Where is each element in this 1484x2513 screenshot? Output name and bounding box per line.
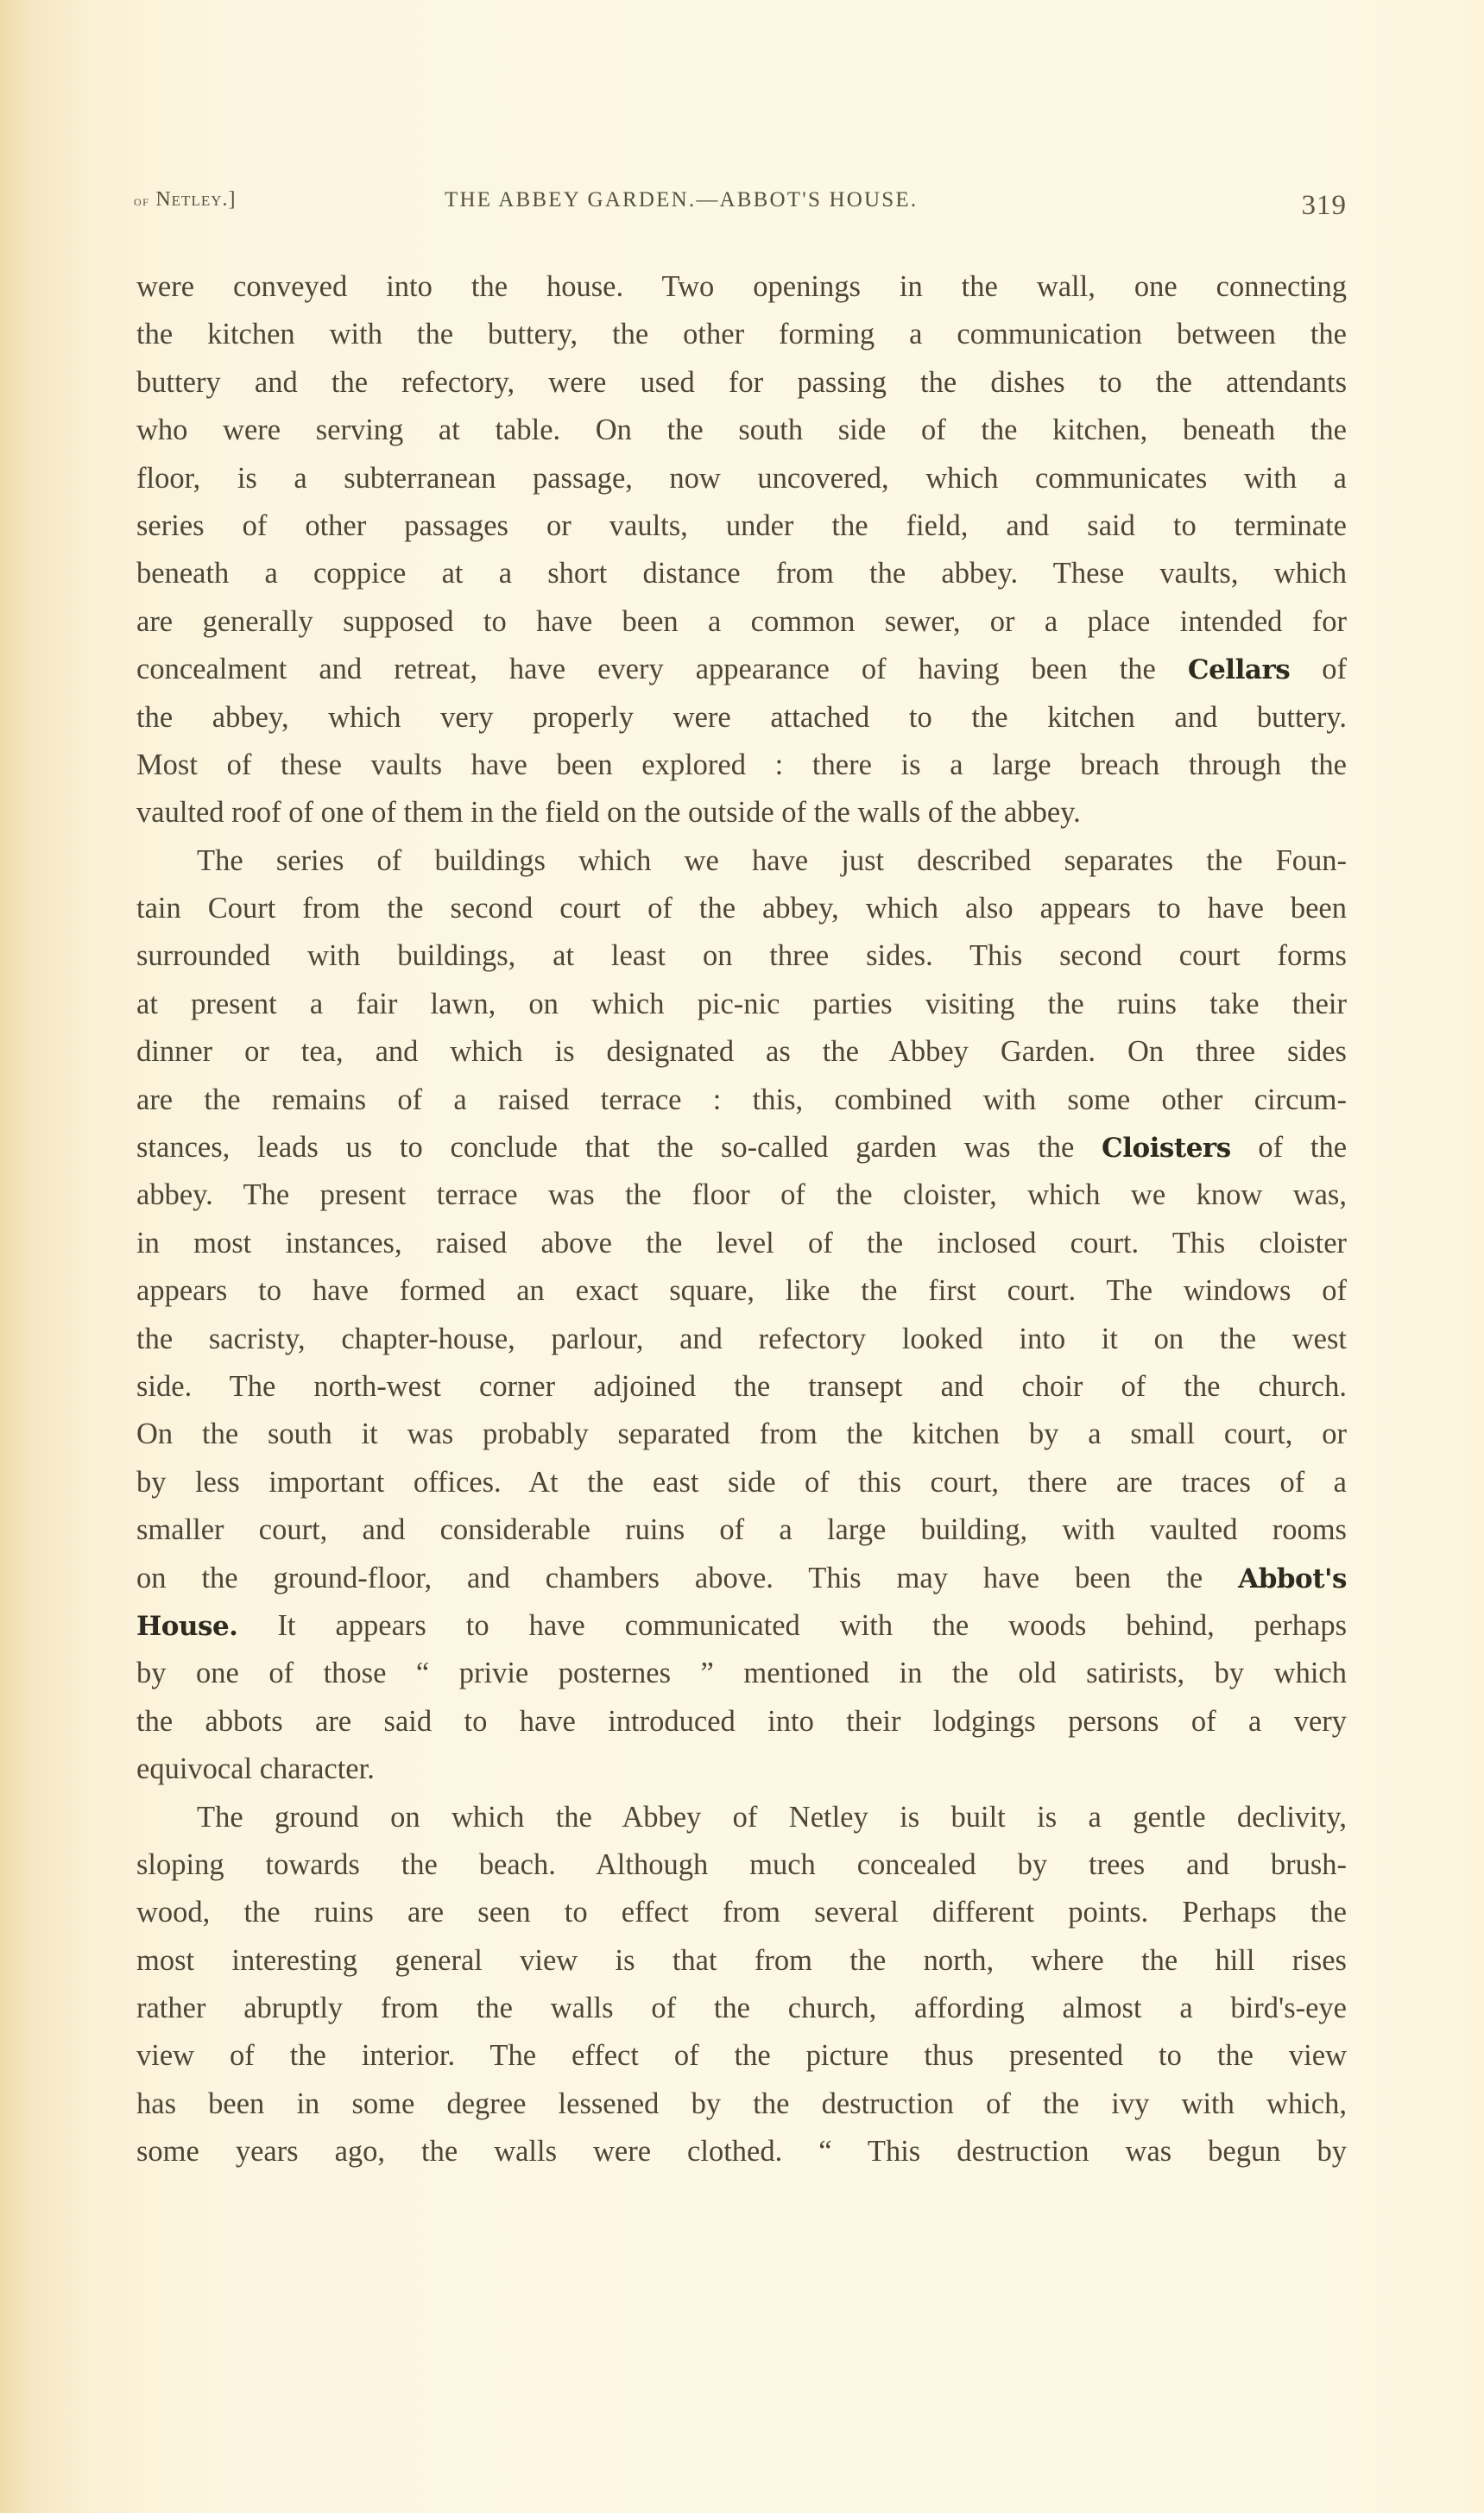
text-line bbox=[136, 1322, 1347, 1369]
text-line bbox=[136, 1561, 1347, 1608]
text-run: dinner or tea, and which is designated as the Abbey Garden. On three sides bbox=[136, 1035, 1347, 1069]
text-line bbox=[136, 1847, 1347, 1895]
text-line bbox=[136, 1943, 1347, 1991]
text-line-content bbox=[136, 652, 1347, 687]
text-run: appears to have formed an exact square, like the first court. The windows of bbox=[136, 1274, 1347, 1308]
running-head-left-prefix: of bbox=[134, 193, 150, 209]
text-run: by one of those “ privie posternes ” mentioned in the old satirists, by which bbox=[136, 1657, 1347, 1690]
text-run: The series of buildings which we have just described separates the Foun- bbox=[197, 843, 1347, 877]
running-head-title: THE ABBEY GARDEN.—ABBOT'S HOUSE. bbox=[445, 188, 919, 212]
text-line-content bbox=[136, 317, 1347, 351]
text-line-content bbox=[136, 269, 1347, 304]
text-run: stances, leads us to conclude that the so-called garden was the bbox=[136, 1131, 1102, 1165]
text-run: the kitchen with the buttery, the other forming a communication between the bbox=[136, 318, 1347, 351]
text-line-content bbox=[136, 1561, 1347, 1596]
text-line bbox=[136, 1083, 1347, 1130]
text-line-content bbox=[136, 1847, 1347, 1882]
text-run: view of the interior. The effect of the picture thus presented to the view bbox=[136, 2039, 1347, 2073]
text-run: side. The north-west corner adjoined the transept and choir of the church. bbox=[136, 1369, 1347, 1403]
page-number: 319 bbox=[1301, 190, 1347, 221]
text-line-content bbox=[136, 1704, 1347, 1739]
text-line bbox=[136, 1369, 1347, 1417]
text-line bbox=[136, 795, 1347, 843]
text-line bbox=[136, 1178, 1347, 1225]
text-run: On the south it was probably separated from the kitchen by a small court, or bbox=[136, 1418, 1347, 1451]
text-line-content bbox=[136, 2038, 1347, 2073]
text-line bbox=[136, 1895, 1347, 1942]
text-line-content bbox=[136, 1465, 1347, 1500]
text-line bbox=[136, 604, 1347, 652]
running-head bbox=[134, 183, 1347, 221]
text-line-content bbox=[136, 795, 1347, 830]
text-line bbox=[136, 556, 1347, 603]
blackletter-term: Abbot's bbox=[1238, 1563, 1347, 1594]
text-line-content bbox=[197, 843, 1347, 878]
text-line-content bbox=[136, 604, 1347, 639]
text-line bbox=[136, 365, 1347, 413]
text-line-content bbox=[136, 1895, 1347, 1929]
text-run: most interesting general view is that from the north, where the hill rises bbox=[136, 1943, 1347, 1977]
text-line bbox=[136, 461, 1347, 508]
text-run: smaller court, and considerable ruins of a large building, with vaulted rooms bbox=[136, 1513, 1347, 1547]
text-line bbox=[136, 843, 1347, 891]
text-run: Most of these vaults have been explored : there is a large breach through the bbox=[136, 748, 1347, 781]
text-line-content bbox=[197, 1800, 1347, 1834]
text-line bbox=[136, 1034, 1347, 1082]
text-line-content bbox=[136, 1226, 1347, 1260]
text-line bbox=[136, 1991, 1347, 2038]
text-line-content bbox=[136, 1083, 1347, 1117]
text-line-content bbox=[136, 1656, 1347, 1690]
text-run: rather abruptly from the walls of the church, affording almost a bird's-eye bbox=[136, 1992, 1347, 2025]
text-run: series of other passages or vaults, under the field, and said to terminate bbox=[136, 508, 1347, 542]
text-line-content bbox=[136, 1417, 1347, 1451]
text-line bbox=[136, 891, 1347, 938]
text-line bbox=[136, 700, 1347, 748]
text-line-content bbox=[136, 1512, 1347, 1547]
text-line bbox=[136, 2038, 1347, 2086]
text-run: concealment and retreat, have every appearance of having been the bbox=[136, 653, 1188, 686]
blackletter-term: Cloisters bbox=[1102, 1133, 1231, 1165]
text-run: the sacristy, chapter-house, parlour, and refectory looked into it on the west bbox=[136, 1322, 1347, 1355]
text-run: of bbox=[1290, 653, 1348, 686]
text-line bbox=[136, 1130, 1347, 1178]
text-run: surrounded with buildings, at least on three sides. This second court forms bbox=[136, 939, 1347, 973]
text-line-content bbox=[136, 1130, 1347, 1165]
text-run: of the bbox=[1230, 1131, 1348, 1165]
body-text bbox=[136, 269, 1347, 2182]
text-line bbox=[136, 1704, 1347, 1752]
text-run: tain Court from the second court of the abbey, which also appears to have been bbox=[136, 892, 1347, 925]
text-line-content bbox=[136, 1034, 1347, 1069]
text-line bbox=[136, 1273, 1347, 1321]
text-line-content bbox=[136, 1752, 1347, 1786]
text-run: in most instances, raised above the level of the inclosed court. This cloister bbox=[136, 1226, 1347, 1260]
text-line-content bbox=[136, 365, 1347, 400]
text-run: are the remains of a raised terrace : this, combined with some other circum- bbox=[136, 1083, 1347, 1116]
text-line bbox=[136, 269, 1347, 317]
text-line-content bbox=[136, 461, 1347, 496]
text-line-content bbox=[136, 1991, 1347, 2025]
blackletter-term: Cellars bbox=[1187, 654, 1291, 686]
text-line-content bbox=[136, 508, 1347, 543]
text-line bbox=[136, 1465, 1347, 1512]
text-line bbox=[136, 748, 1347, 795]
text-run: are generally supposed to have been a common sewer, or a place intended for bbox=[136, 604, 1347, 638]
text-line bbox=[136, 2087, 1347, 2134]
text-line-content bbox=[136, 748, 1347, 782]
text-line bbox=[136, 2134, 1347, 2182]
text-line-content bbox=[136, 1943, 1347, 1978]
running-head-left-main: Netley.] bbox=[155, 188, 237, 211]
text-line-content bbox=[136, 891, 1347, 925]
text-line-content bbox=[136, 556, 1347, 590]
text-line bbox=[136, 1656, 1347, 1703]
text-line bbox=[136, 413, 1347, 460]
text-run: the abbey, which very properly were attached to the kitchen and buttery. bbox=[136, 700, 1347, 734]
text-run: at present a fair lawn, on which pic-nic parties visiting the ruins take their bbox=[136, 987, 1347, 1020]
paragraph bbox=[136, 1800, 1347, 2182]
running-head-left bbox=[134, 188, 236, 212]
text-run: wood, the ruins are seen to effect from several different points. Perhaps the bbox=[136, 1896, 1347, 1929]
text-run: on the ground-floor, and chambers above. This may have been the bbox=[136, 1561, 1239, 1594]
text-run: It appears to have communicated with the woods behind, perhaps bbox=[237, 1608, 1347, 1642]
text-run: were conveyed into the house. Two openings in the wall, one connecting bbox=[136, 270, 1347, 303]
paragraph bbox=[136, 269, 1347, 843]
text-line-content bbox=[136, 1322, 1347, 1356]
text-run: who were serving at table. On the south side of the kitchen, beneath the bbox=[136, 414, 1347, 447]
text-line-content bbox=[136, 1178, 1347, 1212]
text-line-content bbox=[136, 1608, 1347, 1644]
paragraph bbox=[136, 843, 1347, 1800]
text-run: sloping towards the beach. Although much concealed by trees and brush- bbox=[136, 1847, 1347, 1881]
text-line bbox=[136, 1512, 1347, 1560]
text-line bbox=[136, 1800, 1347, 1847]
text-line bbox=[136, 938, 1347, 986]
text-run: has been in some degree lessened by the destruction of the ivy with which, bbox=[136, 2087, 1347, 2120]
text-line-content bbox=[136, 700, 1347, 735]
text-line bbox=[136, 317, 1347, 364]
blackletter-term: House. bbox=[136, 1610, 238, 1642]
text-line-content bbox=[136, 938, 1347, 973]
text-line-content bbox=[136, 1273, 1347, 1308]
text-line-content bbox=[136, 987, 1347, 1021]
text-line bbox=[136, 1417, 1347, 1464]
text-run: floor, is a subterranean passage, now uncovered, which communicates with a bbox=[136, 461, 1347, 495]
text-line-content bbox=[136, 413, 1347, 447]
text-line bbox=[136, 1226, 1347, 1273]
text-run: The ground on which the Abbey of Netley is built is a gentle declivity, bbox=[197, 1800, 1347, 1834]
text-line-content bbox=[136, 1369, 1347, 1404]
text-run: beneath a coppice at a short distance from the abbey. These vaults, which bbox=[136, 557, 1347, 590]
text-run: the abbots are said to have introduced into their lodgings persons of a very bbox=[136, 1704, 1347, 1738]
text-run: some years ago, the walls were clothed. “ This destruction was begun by bbox=[136, 2135, 1347, 2169]
text-run: abbey. The present terrace was the floor of the cloister, which we know was, bbox=[136, 1178, 1347, 1212]
text-run: by less important offices. At the east side of this court, there are traces of a bbox=[136, 1465, 1347, 1499]
text-run: equivocal character. bbox=[136, 1752, 375, 1786]
text-run: vaulted roof of one of them in the field on the outside of the walls of the abbey. bbox=[136, 796, 1081, 830]
text-line bbox=[136, 652, 1347, 699]
text-line bbox=[136, 1752, 1347, 1799]
text-line-content bbox=[136, 2087, 1347, 2121]
text-run: buttery and the refectory, were used for passing the dishes to the attendants bbox=[136, 365, 1347, 399]
text-line bbox=[136, 987, 1347, 1034]
text-line bbox=[136, 508, 1347, 556]
text-line-content bbox=[136, 2134, 1347, 2169]
text-line bbox=[136, 1608, 1347, 1656]
